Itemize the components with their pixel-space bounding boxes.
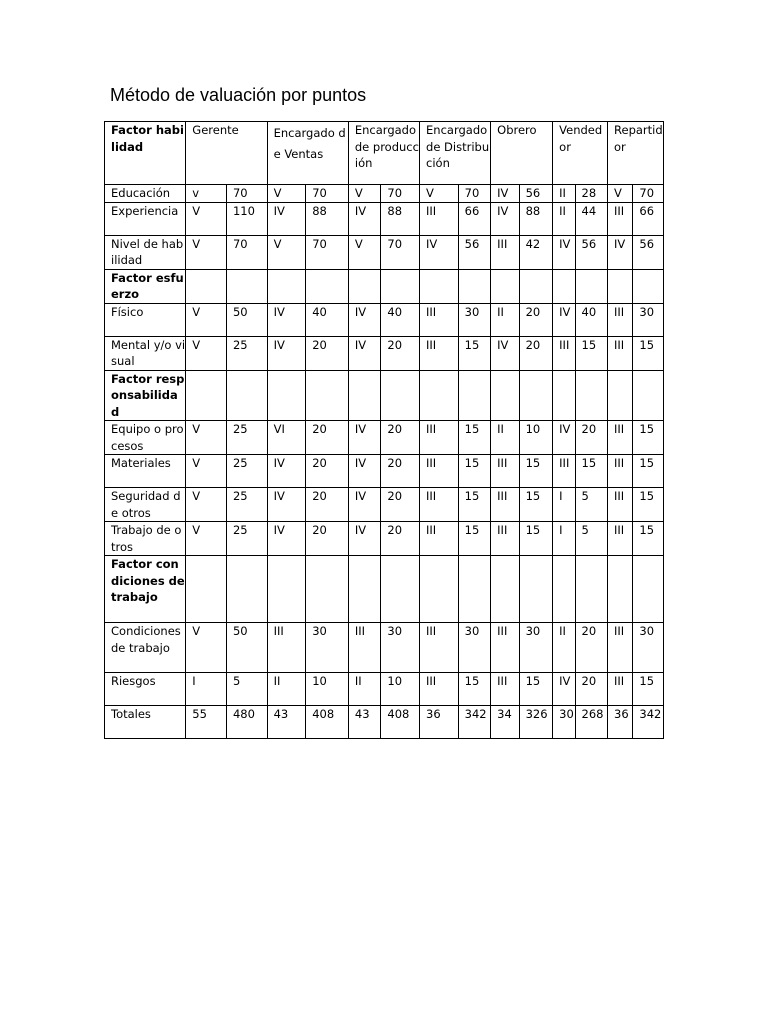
points-cell: 56 (633, 235, 664, 269)
points-cell: 15 (519, 673, 553, 706)
document-title: Método de valuación por puntos (110, 85, 367, 105)
points-cell: 25 (226, 336, 267, 370)
level-cell: III (267, 623, 306, 673)
level-cell: IV (348, 303, 381, 336)
level-cell: IV (553, 673, 575, 706)
points-cell: 20 (381, 522, 420, 556)
points-cell (633, 370, 664, 421)
row-label: Factor esfuerzo (105, 269, 186, 303)
level-cell: II (553, 623, 575, 673)
level-cell: IV (348, 421, 381, 455)
table-row (105, 336, 664, 370)
level-cell: IV (267, 336, 306, 370)
points-cell: 66 (633, 202, 664, 235)
points-cell (306, 556, 349, 623)
level-cell (491, 269, 519, 303)
level-cell: V (267, 185, 306, 203)
level-cell: III (608, 522, 633, 556)
points-cell (519, 556, 553, 623)
points-cell: 30 (458, 303, 491, 336)
header-encargado-ventas: Encargado de Ventas (267, 122, 348, 185)
row-label: Equipo o procesos (105, 421, 186, 455)
points-cell: 20 (575, 421, 608, 455)
table-row (105, 706, 664, 739)
table-row (105, 185, 664, 203)
table-row (105, 673, 664, 706)
level-cell: III (420, 421, 459, 455)
points-cell (458, 556, 491, 623)
level-cell: IV (553, 421, 575, 455)
points-cell: 25 (226, 455, 267, 488)
level-cell: 43 (267, 706, 306, 739)
level-cell (348, 370, 381, 421)
table-row (105, 623, 664, 673)
table-row (105, 269, 664, 303)
level-cell: V (186, 623, 227, 673)
level-cell: III (491, 235, 519, 269)
level-cell: III (420, 336, 459, 370)
points-cell: 40 (306, 303, 349, 336)
level-cell: III (608, 336, 633, 370)
level-cell: V (186, 202, 227, 235)
table-row (105, 370, 664, 421)
points-cell: 480 (226, 706, 267, 739)
row-label: Trabajo de otros (105, 522, 186, 556)
table-row (105, 522, 664, 556)
level-cell (608, 269, 633, 303)
points-cell (381, 370, 420, 421)
points-cell: 15 (458, 336, 491, 370)
level-cell: II (553, 185, 575, 203)
level-cell: IV (348, 488, 381, 522)
level-cell: IV (348, 336, 381, 370)
points-cell: 408 (381, 706, 420, 739)
valuation-table (104, 121, 664, 739)
points-cell: 56 (458, 235, 491, 269)
header-vendedor: Vendedor (553, 122, 608, 185)
level-cell: III (348, 623, 381, 673)
level-cell: IV (608, 235, 633, 269)
level-cell: III (608, 488, 633, 522)
table-row (105, 556, 664, 623)
level-cell (186, 269, 227, 303)
row-label: Totales (105, 706, 186, 739)
level-cell: III (420, 673, 459, 706)
points-cell: 70 (306, 235, 349, 269)
row-label: Nivel de habilidad (105, 235, 186, 269)
points-cell: 70 (633, 185, 664, 203)
level-cell: VI (267, 421, 306, 455)
table-row (105, 455, 664, 488)
level-cell (491, 556, 519, 623)
points-cell: 20 (519, 303, 553, 336)
level-cell: III (491, 673, 519, 706)
row-label: Riesgos (105, 673, 186, 706)
level-cell: V (420, 185, 459, 203)
level-cell: II (267, 673, 306, 706)
level-cell: III (491, 488, 519, 522)
level-cell (420, 269, 459, 303)
level-cell: III (420, 455, 459, 488)
level-cell: V (186, 336, 227, 370)
points-cell: 15 (633, 522, 664, 556)
header-row (105, 122, 664, 185)
points-cell (226, 370, 267, 421)
row-label: Educación (105, 185, 186, 203)
level-cell: III (491, 455, 519, 488)
row-label: Condiciones de trabajo (105, 623, 186, 673)
header-factor: Factor habilidad (105, 122, 186, 185)
points-cell (575, 269, 608, 303)
level-cell (267, 370, 306, 421)
points-cell: 25 (226, 421, 267, 455)
points-cell: 70 (306, 185, 349, 203)
header-repartidor: Repartidor (608, 122, 664, 185)
level-cell: II (348, 673, 381, 706)
points-cell: 30 (519, 623, 553, 673)
level-cell (186, 370, 227, 421)
level-cell: I (553, 522, 575, 556)
points-cell: 56 (575, 235, 608, 269)
points-cell: 30 (381, 623, 420, 673)
points-cell: 40 (381, 303, 420, 336)
header-encargado-produccion: Encargado de producción (348, 122, 419, 185)
points-cell: 50 (226, 303, 267, 336)
level-cell: IV (491, 202, 519, 235)
points-cell: 15 (633, 488, 664, 522)
points-cell: 20 (381, 455, 420, 488)
points-cell: 15 (633, 455, 664, 488)
header-encargado-distribucion: Encargado de Distribución (420, 122, 491, 185)
points-cell: 342 (633, 706, 664, 739)
level-cell: IV (348, 522, 381, 556)
level-cell: III (491, 522, 519, 556)
level-cell: 55 (186, 706, 227, 739)
level-cell: IV (553, 303, 575, 336)
points-cell (458, 269, 491, 303)
points-cell: 15 (633, 421, 664, 455)
points-cell (519, 269, 553, 303)
level-cell: 36 (608, 706, 633, 739)
level-cell: IV (348, 202, 381, 235)
level-cell: III (608, 623, 633, 673)
level-cell: III (553, 336, 575, 370)
level-cell: II (491, 421, 519, 455)
points-cell: 56 (519, 185, 553, 203)
points-cell: 110 (226, 202, 267, 235)
level-cell (553, 556, 575, 623)
points-cell: 70 (458, 185, 491, 203)
points-cell: 20 (575, 673, 608, 706)
points-cell: 88 (381, 202, 420, 235)
level-cell: III (608, 421, 633, 455)
points-cell: 15 (519, 488, 553, 522)
level-cell: V (186, 522, 227, 556)
row-label: Materiales (105, 455, 186, 488)
level-cell (348, 269, 381, 303)
points-cell: 66 (458, 202, 491, 235)
level-cell (553, 370, 575, 421)
points-cell: 25 (226, 488, 267, 522)
points-cell: 10 (381, 673, 420, 706)
points-cell: 30 (633, 623, 664, 673)
level-cell: II (553, 202, 575, 235)
level-cell: V (348, 185, 381, 203)
level-cell: III (420, 202, 459, 235)
points-cell: 88 (519, 202, 553, 235)
points-cell (575, 370, 608, 421)
level-cell: III (420, 303, 459, 336)
level-cell: III (608, 455, 633, 488)
level-cell: V (267, 235, 306, 269)
level-cell: II (491, 303, 519, 336)
header-gerente: Gerente (186, 122, 267, 185)
points-cell: 20 (575, 623, 608, 673)
points-cell: 326 (519, 706, 553, 739)
points-cell (633, 556, 664, 623)
level-cell (420, 556, 459, 623)
points-cell: 28 (575, 185, 608, 203)
points-cell: 25 (226, 522, 267, 556)
points-cell: 20 (381, 336, 420, 370)
points-cell: 20 (306, 455, 349, 488)
points-cell: 15 (519, 455, 553, 488)
level-cell (553, 269, 575, 303)
level-cell: IV (267, 303, 306, 336)
header-obrero: Obrero (491, 122, 553, 185)
points-cell: 20 (306, 336, 349, 370)
points-cell (458, 370, 491, 421)
points-cell (381, 269, 420, 303)
points-cell: 5 (575, 522, 608, 556)
points-cell: 20 (306, 488, 349, 522)
level-cell: IV (553, 235, 575, 269)
points-cell: 70 (226, 235, 267, 269)
points-cell: 30 (306, 623, 349, 673)
table-row (105, 235, 664, 269)
points-cell (226, 269, 267, 303)
points-cell: 42 (519, 235, 553, 269)
points-cell: 30 (458, 623, 491, 673)
points-cell: 268 (575, 706, 608, 739)
points-cell: 15 (575, 455, 608, 488)
level-cell: V (186, 421, 227, 455)
points-cell: 70 (381, 235, 420, 269)
points-cell: 15 (458, 455, 491, 488)
points-cell: 40 (575, 303, 608, 336)
points-cell: 15 (458, 421, 491, 455)
points-cell: 50 (226, 623, 267, 673)
points-cell: 15 (519, 522, 553, 556)
points-cell: 5 (575, 488, 608, 522)
row-label: Experiencia (105, 202, 186, 235)
points-cell: 30 (633, 303, 664, 336)
level-cell: IV (267, 455, 306, 488)
row-label: Factor condiciones de trabajo (105, 556, 186, 623)
level-cell (608, 370, 633, 421)
level-cell: IV (491, 185, 519, 203)
points-cell (575, 556, 608, 623)
level-cell: III (491, 623, 519, 673)
level-cell: 34 (491, 706, 519, 739)
level-cell: IV (491, 336, 519, 370)
level-cell: I (186, 673, 227, 706)
points-cell (381, 556, 420, 623)
table-row (105, 202, 664, 235)
points-cell: 70 (226, 185, 267, 203)
level-cell: 36 (420, 706, 459, 739)
level-cell: V (186, 303, 227, 336)
level-cell: V (186, 488, 227, 522)
level-cell: v (186, 185, 227, 203)
points-cell: 20 (306, 522, 349, 556)
level-cell: 43 (348, 706, 381, 739)
points-cell: 10 (306, 673, 349, 706)
points-cell (306, 370, 349, 421)
points-cell: 44 (575, 202, 608, 235)
points-cell (633, 269, 664, 303)
points-cell (519, 370, 553, 421)
points-cell (306, 269, 349, 303)
points-cell: 20 (306, 421, 349, 455)
level-cell: III (420, 522, 459, 556)
level-cell: III (420, 623, 459, 673)
level-cell (608, 556, 633, 623)
row-label: Mental y/o visual (105, 336, 186, 370)
row-label: Físico (105, 303, 186, 336)
points-cell: 15 (458, 522, 491, 556)
level-cell: V (186, 455, 227, 488)
level-cell: V (608, 185, 633, 203)
points-cell: 20 (381, 488, 420, 522)
points-cell: 15 (458, 488, 491, 522)
level-cell (267, 269, 306, 303)
points-cell: 20 (381, 421, 420, 455)
level-cell (267, 556, 306, 623)
points-cell: 10 (519, 421, 553, 455)
level-cell: III (608, 673, 633, 706)
level-cell: III (608, 202, 633, 235)
level-cell: IV (267, 488, 306, 522)
level-cell: III (608, 303, 633, 336)
row-label: Seguridad de otros (105, 488, 186, 522)
level-cell: V (186, 235, 227, 269)
table-row (105, 303, 664, 336)
level-cell: V (348, 235, 381, 269)
level-cell: III (553, 455, 575, 488)
points-cell: 20 (519, 336, 553, 370)
table-row (105, 421, 664, 455)
level-cell (186, 556, 227, 623)
points-cell: 70 (381, 185, 420, 203)
points-cell: 15 (575, 336, 608, 370)
level-cell: IV (420, 235, 459, 269)
points-cell: 5 (226, 673, 267, 706)
points-cell: 15 (633, 673, 664, 706)
level-cell: I (553, 488, 575, 522)
table-row (105, 488, 664, 522)
points-cell: 408 (306, 706, 349, 739)
level-cell (420, 370, 459, 421)
level-cell: III (420, 488, 459, 522)
level-cell (491, 370, 519, 421)
level-cell: IV (267, 522, 306, 556)
level-cell (348, 556, 381, 623)
level-cell: 30 (553, 706, 575, 739)
level-cell: IV (267, 202, 306, 235)
points-cell: 15 (458, 673, 491, 706)
level-cell: IV (348, 455, 381, 488)
points-cell: 88 (306, 202, 349, 235)
points-cell: 15 (633, 336, 664, 370)
row-label: Factor responsabilidad (105, 370, 186, 421)
points-cell (226, 556, 267, 623)
points-cell: 342 (458, 706, 491, 739)
